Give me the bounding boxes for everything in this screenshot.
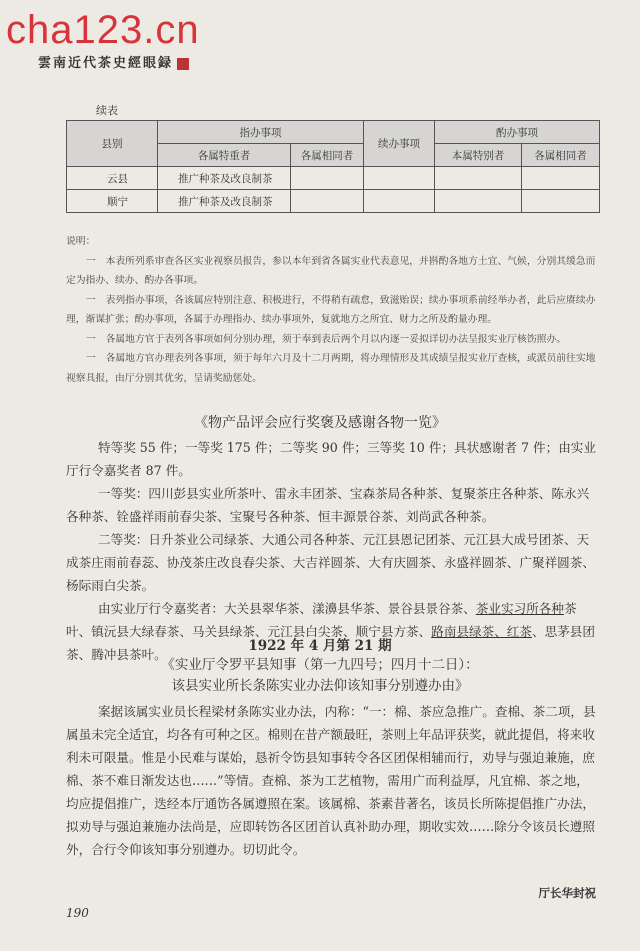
- header-continue: 续办事项: [364, 121, 435, 167]
- note-item: 一 各属地方官办理表列各事项，须于每年六月及十二月两期，将办理情形及其成绩呈报实业厅查核，或派员前往实地视察具报，由厅分别其优劣，呈请奖励惩处。: [66, 353, 596, 384]
- table-continued-label: 续表: [96, 104, 118, 117]
- second-prize-paragraph: 二等奖：日升茶业公司绿茶、大通公司各种茶、元江县恩记团茶、元江县大成号团茶、天成茶庄雨前春蕊、协茂茶庄改良春尖茶、大吉祥圆茶、大有庆圆茶、永盛祥圆茶、广聚祥圆茶、杨际雨白尖茶。: [66, 532, 595, 593]
- header-discretion: 酌办事项: [435, 121, 600, 144]
- header-disc-special: 本属特别者: [435, 144, 522, 167]
- book-title: 雲南近代茶史經眼録: [38, 56, 174, 71]
- header-guide-special: 各属特重者: [158, 144, 291, 167]
- notes-label: 说明：: [66, 236, 96, 247]
- note-item: 一 各属地方官于表列各事项如何分别办理，须于奉到表后两个月以内逐一妥拟详切办法呈报实业厅核饬照办。: [86, 333, 567, 345]
- section1-body: [66, 436, 600, 666]
- notes-block: [66, 232, 600, 388]
- header-guide: 指办事项: [158, 121, 364, 144]
- signature: 厅长华封祝: [538, 886, 596, 900]
- header-disc-same: 各属相同者: [522, 144, 600, 167]
- special-cell: 推广种茶及改良制茶: [158, 190, 291, 213]
- affairs-table: [66, 120, 600, 213]
- county-cell: 云县: [67, 167, 158, 190]
- header-guide-same: 各属相同者: [291, 144, 364, 167]
- article-title: [0, 655, 640, 697]
- commendation-paragraph: 由实业厅行令嘉奖者：大关县翠华茶、漾濞县华茶、景谷县景谷茶、茶业实习所各种茶叶、镇沅县大绿春茶、马关县绿茶、元江县白尖茶、顺宁县方茶、路南县绿茶、红茶、思茅县团茶、腾冲县茶叶。: [66, 601, 595, 662]
- awards-summary: 特等奖 55 件；一等奖 175 件；二等奖 90 件；三等奖 10 件；具状感谢者 7 件；由实业厅行令嘉奖者 87 件。: [66, 440, 596, 478]
- table-row: [67, 190, 600, 213]
- section-title: 《物产品评会应行奖褒及感谢各物一览》: [194, 415, 446, 431]
- article-title-line: 该县实业所长条陈实业办法仰该知事分别遵办由》: [171, 678, 469, 694]
- table-row: [67, 167, 600, 190]
- article-title-line: 《实业厅令罗平县知事（第一九四号；四月十二日）：: [161, 657, 479, 673]
- article-paragraph: 案据该属实业员长程梁材条陈实业办法，内称：“一：棉、茶应急推广。查棉、茶二项，县属虽未完全适宜，均各有可种之区。棉则在昔产额最旺，茶则上年品评获奖，就此提倡，将来收利未可限量。惟是小民难与谋始，恳祈令饬县知事转令各区团保相辅而行，劝导与强迫兼施，庶棉、茶不难日渐发达也……”等情。查棉、茶为工艺植物，需用广而利益厚，凡宜棉、茶之地，均应提倡推广，迭经本厅通饬各属遵照在案。该属棉、茶素昔著名，该员长所陈提倡推广办法，拟劝导与强迫兼施办法尚是，应即转饬各区团首认真补助办理，期收实效……除分令该员长遵照外，合行令仰该知事分别遵办。切切此令。: [66, 704, 596, 857]
- page-number: 190: [66, 906, 89, 920]
- book-running-title: [38, 52, 189, 71]
- issue-heading: 1922 年 4 月第 21 期: [248, 638, 392, 654]
- header-county: 县别: [67, 121, 158, 167]
- county-cell: 顺宁: [67, 190, 158, 213]
- underlined-text: 茶业实习所各种: [475, 601, 564, 616]
- underlined-text: 路南县绿茶、红茶: [431, 624, 532, 639]
- watermark: cha123.cn: [6, 8, 200, 52]
- article-body: [66, 700, 600, 861]
- first-prize-paragraph: 一等奖：四川彭县实业所茶叶、雷永丰团茶、宝森茶局各种茶、复聚茶庄各种茶、陈永兴各种茶、铨盛祥雨前春尖茶、宝聚号各种茶、恒丰源景谷茶、刘尚武各种茶。: [66, 486, 590, 524]
- seal-icon: [177, 58, 189, 70]
- special-cell: 推广种茶及改良制茶: [158, 167, 291, 190]
- note-item: 一 表列指办事项，各该属应特别注意、积极进行，不得稍有疏怠，致滋贻误；续办事项系前经举办者，此后应赓续办理，渐谋扩张；酌办事项，各属于办理指办、续办事项外，复就地方之所宜、财力之所及酌量办理。: [66, 294, 596, 325]
- note-item: 一 本表所列系审查各区实业视察员报告，参以本年到省各属实业代表意见，并斟酌各地方土宜、气候，分别其缓急而定为指办、续办、酌办各事项。: [66, 255, 596, 286]
